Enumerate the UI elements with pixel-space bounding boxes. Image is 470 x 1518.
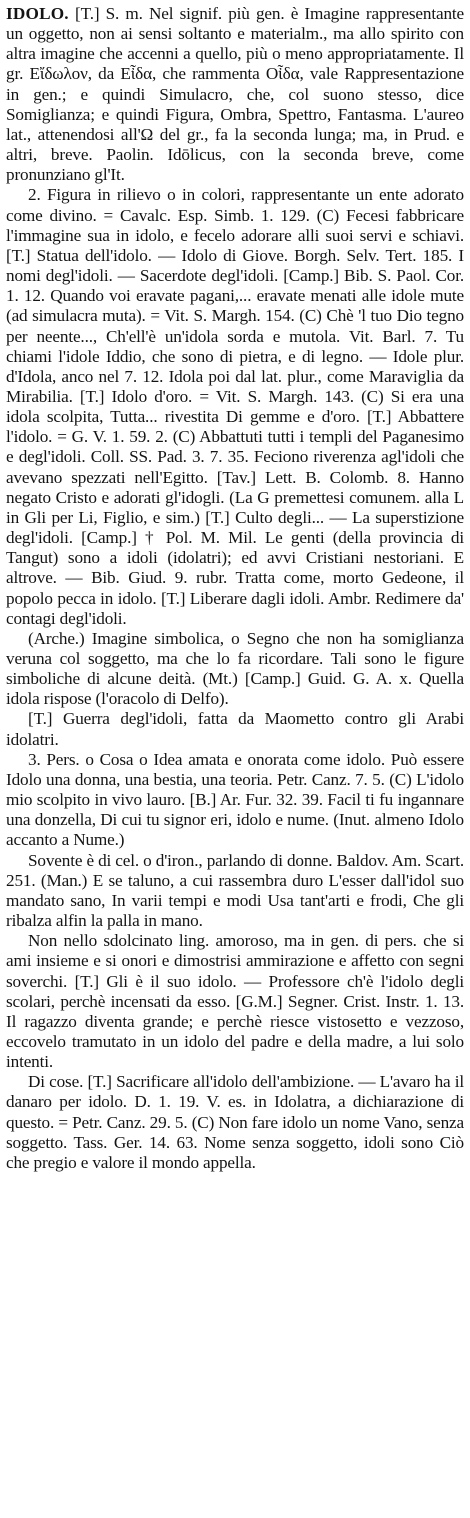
entry-paragraph-2: 2. Figura in rilievo o in colori, rappresentante un ente adorato come divino. = Cavalc. Esp. Simb. 1. 129. (C) Fecesi fabbricare l'immagine sua in idolo, e fecelo adorare alli suoi servi e schiavi. [T.] Statua dell'idolo. — Idolo di Giove. Borgh. Selv. Tert. 185. I nomi degl'idoli. — Sacerdote degl'idoli. [Camp.] Bib. S. Paol. Cor. 1. 12. Quando voi eravate pagani,... eravate menati alle idole mute (ad simulacra muta). = Vit. S. Margh. 154. (C) Chè 'l tuo Dio tegno per neente..., Ch'ell'è un'idola sorda e mutola. Vit. Barl. 7. Tu chiami l'idole Iddio, che sono di pietra, e di legno. — Idole plur. d'Idola, anco nel 7. 12. Idola poi dal lat. plur., come Maraviglia da Mirabilia. [T.] Idolo d'oro. = Vit. S. Margh. 143. (C) Si era una idola scolpita, Tutta... rivestita Di gemme e d'oro. [T.] Abbattere l'idolo. = G. V. 1. 59. 2. (C) Abbattuti tutti i templi del Paganesimo e degl'idoli. Coll. SS. Pad. 3. 7. 35. Feciono riverenza agl'idoli che avevano spezzati nell'Egitto. [Tav.] Lett. B. Colomb. 8. Hanno negato Cristo e adorati gl'idogli. (La G premettesi comunem. alla L in Gli per Li, Figlio, e sim.) [T.] Culto degli... — La superstizione degl'idoli. [Camp.] † Pol. M. Mil. Le genti (della provincia di Tangut) sono a idoli (idolatri); ed avvi Cristiani nestoriani. E altrove. — Bib. Giud. 9. rubr. Tratta come, morto Gedeone, il popolo pecca in idolo. [T.] Liberare dagli idoli. Ambr. Redimere da' contagi degl'idoli.	[6, 185, 464, 628]
entry-paragraph-6: Sovente è di cel. o d'iron., parlando di donne. Baldov. Am. Scart. 251. (Man.) E se taluno, a cui rassembra duro L'esser dall'idol suo mandato sano, In varii tempi e modi Usa tant'arti e frodi, Che gli ribalza alfin la palla in mano.	[6, 850, 465, 931]
entry-paragraph-5: 3. Pers. o Cosa o Idea amata e onorata come idolo. Può essere Idolo una donna, una bestia, una teoria. Petr. Canz. 7. 5. (C) L'idolo mio scolpito in vivo lauro. [B.] Ar. Fur. 32. 39. Facil ti fu ingannare una donzella, Di cui tu signor eri, idolo e nume. (Inut. almeno Idolo accanto a Nume.)	[6, 749, 464, 850]
entry-paragraph-3: (Arche.) Imagine simbolica, o Segno che non ha somiglianza veruna col soggetto, ma che lo fa ricordare. Tali sono le figure simboliche di alcune deità. (Mt.) [Camp.] Guid. G. A. x. Quella idola rispose (l'oracolo di Delfo).	[6, 628, 464, 709]
entry-paragraph-4: [T.] Guerra degl'idoli, fatta da Maometto contro gli Arabi idolatri.	[6, 709, 464, 749]
entry-paragraph-8: Di cose. [T.] Sacrificare all'idolo dell'ambizione. — L'avaro ha il danaro per idolo. D. 1. 19. V. es. in Idolatra, a dichiarazione di questo. = Petr. Canz. 29. 5. (C) Non fare idolo un nome Vano, senza soggetto. Tass. Ger. 14. 63. Nome senza soggetto, idoli sono Ciò che pregio e valore il mondo appella.	[6, 1072, 464, 1172]
entry-paragraph-7: Non nello sdolcinato ling. amoroso, ma in gen. di pers. che si ami insieme e si onori e dimostrisi ammirazione e affetto con segni soverchi. [T.] Gli è il suo idolo. — Professore ch'è l'idolo degli scolari, perchè incensati da esso. [G.M.] Segner. Crist. Instr. 1. 13. Il ragazzo diventa grande; e perchè riesce vistosetto e vezzoso, eccovelo tramutato in un idolo del padre e della madre, a lui solo intenti.	[6, 931, 464, 1072]
entry-paragraph-1-text: [T.] S. m. Nel signif. più gen. è Imagine rappresentante un oggetto, non ai sensi soltanto e materialm., ma allo spirito con altra imagine che accenni a quello, più o meno appropriatamente. Il gr. Εἴδωλον, da Εἶδα, che rammenta Οἶδα, vale Rappresentazione in gen.; e quindi Simulacro, che, col suono stesso, dice Somiglianza; e quindi Figura, Ombra, Spettro, Fantasma. L'aureo lat., attenendosi all'Ω del gr., fa la seconda lunga; ma, in Prud. e altri, breve. Paolin. Idōlicus, con la seconda breve, come pronunziano gl'It.	[6, 4, 464, 185]
entry-paragraph-1	[6, 4, 464, 185]
entry-headword: IDOLO.	[6, 4, 69, 23]
